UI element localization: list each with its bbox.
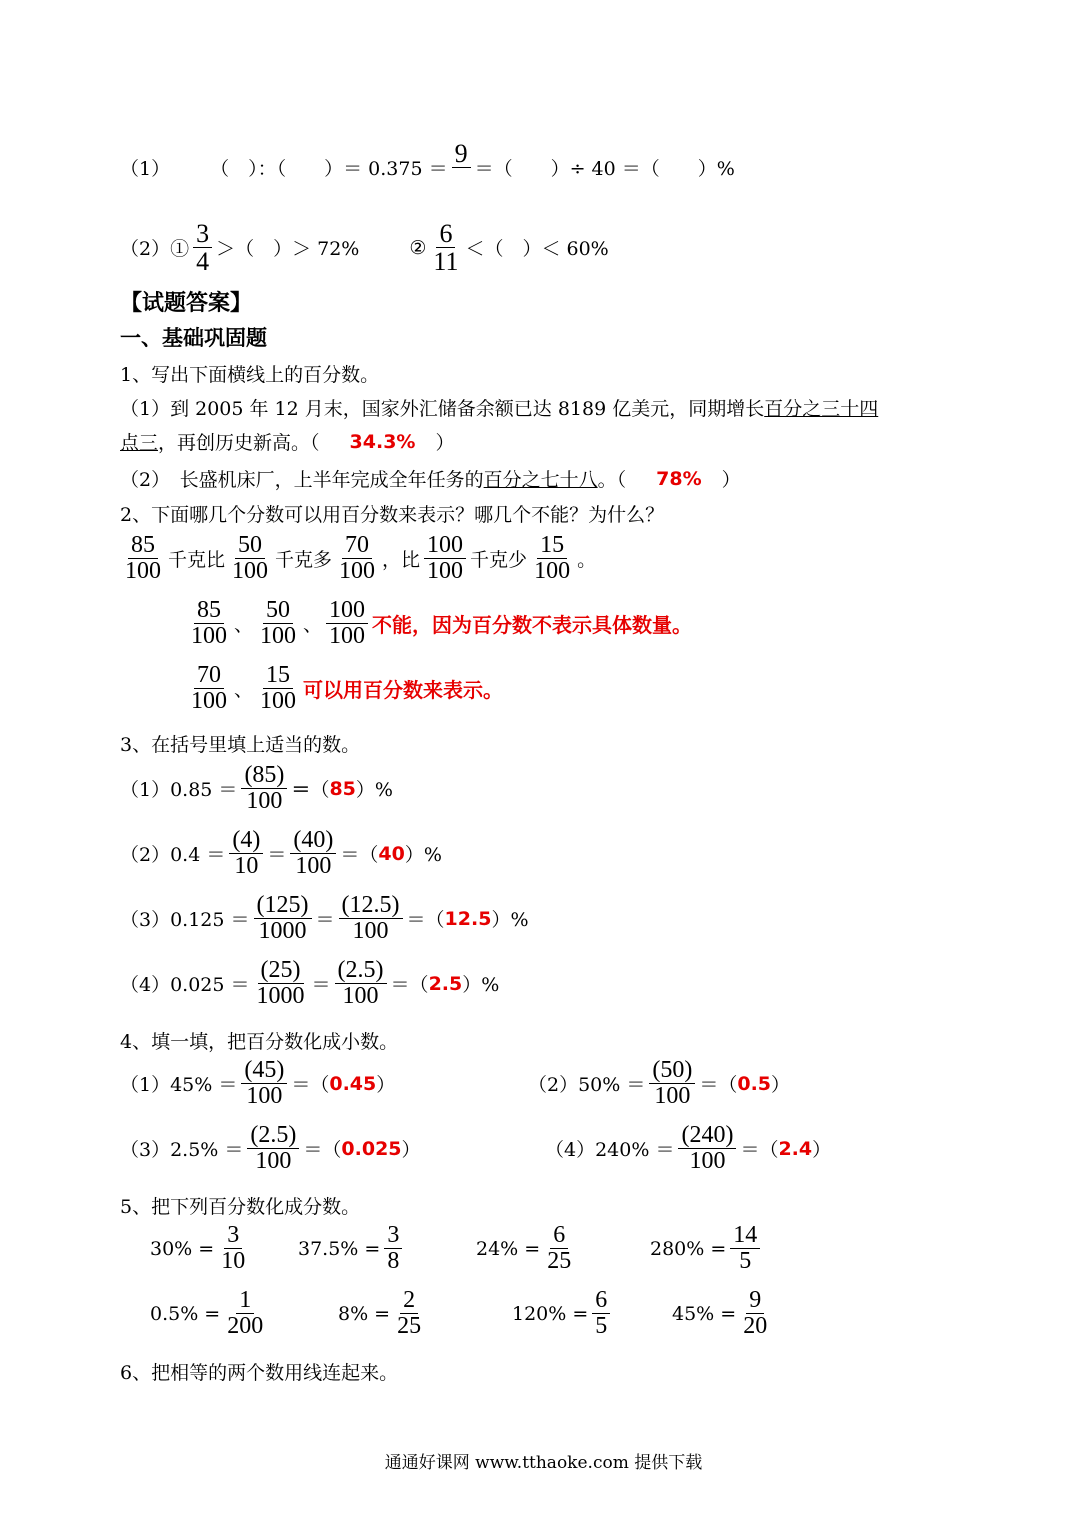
q2-b-den: 11: [433, 247, 459, 277]
p2-cannot-line: [184, 598, 692, 649]
p3-row-1-eq: ＝: [291, 779, 311, 802]
p4-item-3-label: （3）2.5% ＝: [120, 1139, 244, 1162]
p2-text-2: 千克多: [275, 549, 333, 572]
p3-row-1-answer: 85: [329, 777, 356, 800]
p3-row-2-eq-1: ＝: [267, 844, 287, 867]
p5-item-2: [298, 1223, 406, 1274]
q2-b-num: 6: [436, 220, 455, 248]
p4-item-1-label: （1）45% ＝: [120, 1074, 238, 1097]
p5-item-1-label: 30% =: [150, 1237, 215, 1260]
p4-item-2: [528, 1058, 790, 1109]
p2-frac-70: 70 100: [339, 532, 376, 585]
p4-item-4: [545, 1123, 831, 1174]
p4-item-4-close: ）: [812, 1139, 832, 1162]
p3-row-3-answer: 12.5: [444, 907, 492, 930]
p4-item-2-close: ）: [771, 1074, 791, 1097]
p1-s1-text: （1）到 2005 年 12 月末，国家外汇储备余额已达 8189 亿美元，同期增长: [120, 398, 765, 420]
p3-row-4-answer: 2.5: [428, 972, 463, 995]
intro-question-2: [120, 220, 609, 276]
p5-item-5-frac: $\frac{1}{200}$: [227, 1287, 264, 1340]
p3-row-3: [120, 893, 529, 944]
q2-label: （2）①: [120, 238, 190, 261]
q2-fraction-a: [193, 220, 212, 276]
p4-item-4-label: （4）240% ＝: [545, 1139, 675, 1162]
p5-item-7: [512, 1288, 614, 1339]
q2-b-lead: ②: [409, 236, 427, 259]
p5-item-8-frac: $\frac{9}{20}$: [743, 1287, 768, 1340]
q2-fraction-b: [430, 220, 461, 276]
p4-item-4-answer: 2.4: [778, 1137, 813, 1160]
p2-frac-85: 85 100: [125, 532, 161, 585]
p3-row-2-frac-1: (4) 10: [229, 828, 263, 879]
p3-row-1-frac: (85) 100: [241, 763, 287, 814]
p2-cannot-frac-3: 100 100: [326, 598, 368, 649]
p5-item-3-frac: $\frac{6}{25}$: [547, 1222, 572, 1275]
p5-item-5: [150, 1288, 270, 1339]
intro-question-1: [120, 140, 735, 196]
p3-row-4-frac-1: (25) 1000: [256, 957, 305, 1010]
p3-row-2-answer: 40: [378, 842, 405, 865]
p1-s1-underline1: 百分之三十四: [764, 398, 879, 420]
p2-frac-100: 100 100: [424, 533, 466, 584]
p3-row-4-label: （4）0.025 ＝: [120, 974, 250, 997]
p2-can-frac-1: 70 100: [191, 662, 227, 715]
p3-row-3-open: （: [425, 909, 445, 932]
p4-item-2-eq: ＝（: [699, 1074, 738, 1097]
p1-s2-underline: 百分之七十八: [483, 469, 598, 491]
q2-a-den: 4: [196, 247, 210, 277]
p2-sep-1: 、: [234, 614, 254, 637]
p2-title: 2、下面哪几个分数可以用百分数来表示？哪几个不能？为什么？: [120, 504, 665, 526]
p1-s1-answer: 34.3%: [349, 430, 416, 453]
p5-item-2-frac: $\frac{3}{8}$: [384, 1223, 402, 1274]
p5-item-3-label: 24% =: [476, 1237, 541, 1260]
p1-s2-line: [120, 465, 741, 492]
p3-row-3-label: （3）0.125 ＝: [120, 909, 250, 932]
p3-row-1-close: ）%: [355, 779, 393, 802]
p5-item-6-label: 8% =: [338, 1302, 391, 1325]
p1-s2-text: （2） 长盛机床厂，上半年完成全年任务的: [120, 469, 484, 491]
p3-row-3-eq-2: ＝: [406, 909, 426, 932]
q1-frac-num: 9: [452, 140, 471, 168]
p3-row-4-close: ）%: [462, 974, 500, 997]
p3-row-2-frac-2: (40) 100: [290, 828, 336, 879]
p1-s1-line2: [120, 428, 454, 455]
p2-frac-50: 50 100: [232, 532, 269, 585]
p1-title: 1、写出下面横线上的百分数。: [120, 364, 380, 386]
answers-title: 【试题答案】: [120, 291, 253, 316]
p3-row-2-label: （2）0.4 ＝: [120, 844, 226, 867]
p3-row-4-eq-1: ＝: [311, 974, 331, 997]
p5-item-1: [150, 1223, 252, 1274]
p5-item-3: [476, 1223, 578, 1274]
p1-s1-close: ）: [435, 432, 455, 454]
p2-can-frac-2: 15 100: [260, 662, 297, 715]
p3-row-1: [120, 763, 393, 814]
p3-row-2-eq-2: ＝: [340, 844, 360, 867]
q1-label: （1）: [120, 158, 171, 181]
p3-row-2-close: ）%: [404, 844, 442, 867]
p1-s2-text2: 。（: [597, 469, 627, 491]
p2-sep-2: 、: [303, 614, 323, 637]
p4-item-3-frac: (2.5) 100: [247, 1123, 299, 1174]
p3-row-4-open: （: [409, 974, 429, 997]
p4-item-1: [120, 1058, 395, 1109]
p1-s1-text2: ，再创历史新高。（: [158, 432, 320, 454]
p1-s1-underline2: 点三: [120, 432, 159, 454]
p1-s1-line1: [120, 394, 878, 421]
p3-row-2: [120, 828, 442, 879]
p5-item-4-label: 280% =: [650, 1237, 727, 1260]
p5-item-4-frac: $\frac{14}{5}$: [730, 1223, 760, 1274]
p1-s2-answer: 78%: [656, 467, 702, 490]
p4-item-3-close: ）: [401, 1139, 421, 1162]
q1-part-b: ＝（ ）÷ 40 ＝（ ）%: [474, 158, 735, 181]
p4-item-1-answer: 0.45: [329, 1072, 377, 1095]
p4-item-4-frac: (240) 100: [678, 1123, 736, 1174]
q1-part-a: （ ）：（ ）＝ 0.375 ＝: [210, 158, 448, 181]
p3-row-3-frac-1: (125) 1000: [254, 893, 312, 944]
p5-item-6-frac: $\frac{2}{25}$: [397, 1287, 422, 1340]
p4-item-1-close: ）: [376, 1074, 396, 1097]
section-1-title: 一、基础巩固题: [120, 326, 267, 350]
footer-credit: 通通好课网 www.tthaoke.com 提供下载: [384, 1453, 703, 1473]
p4-item-2-frac: (50) 100: [649, 1058, 695, 1109]
p2-text-4: 千克少: [470, 549, 528, 572]
p2-cannot-frac-1: 85 100: [191, 597, 227, 650]
p2-sep-3: 、: [234, 679, 254, 702]
p3-row-1-open: （: [310, 779, 330, 802]
p4-item-1-eq: ＝（: [291, 1074, 330, 1097]
p5-item-2-label: 37.5% =: [298, 1237, 381, 1260]
p3-row-1-label: （1）0.85 ＝: [120, 779, 238, 802]
p2-can-answer: 可以用百分数来表示。: [303, 678, 504, 703]
p4-item-1-frac: (45) 100: [241, 1058, 287, 1109]
q2-a-num: 3: [193, 220, 212, 248]
p2-fraction-line: [118, 533, 596, 584]
q2-b-tail: ＜（ ）＜ 60%: [465, 238, 609, 261]
p2-text-3: ，比: [382, 549, 421, 572]
p2-can-line: [184, 663, 503, 714]
p1-s2-close: ）: [721, 469, 741, 491]
p3-row-2-open: （: [359, 844, 379, 867]
p2-cannot-frac-2: 50 100: [260, 597, 297, 650]
p3-title: 3、在括号里填上适当的数。: [120, 734, 361, 756]
p5-item-1-frac: $\frac{3}{10}$: [221, 1222, 246, 1275]
p4-title: 4、填一填，把百分数化成小数。: [120, 1031, 399, 1053]
p2-text-5: 。: [577, 549, 597, 572]
p5-item-7-frac: $\frac{6}{5}$: [592, 1288, 610, 1339]
p5-title: 5、把下列百分数化成分数。: [120, 1196, 361, 1218]
p4-item-2-label: （2）50% ＝: [528, 1074, 646, 1097]
p2-cannot-answer: 不能，因为百分数不表示具体数量。: [372, 613, 693, 638]
p4-item-3-eq: ＝（: [303, 1139, 342, 1162]
p6-title: 6、把相等的两个数用线连起来。: [120, 1362, 399, 1384]
p3-row-4-frac-2: (2.5) 100: [335, 958, 387, 1009]
p5-item-7-label: 120% =: [512, 1302, 589, 1325]
q2-a-tail: ＞（ ）＞ 72%: [216, 238, 360, 261]
p3-row-4: [120, 958, 499, 1009]
q1-frac-den: [455, 168, 468, 195]
p2-frac-15: 15 100: [534, 532, 571, 585]
p5-item-5-label: 0.5% =: [150, 1302, 221, 1325]
p3-row-3-frac-2: (12.5) 100: [339, 893, 403, 944]
p5-item-8: [672, 1288, 774, 1339]
p5-item-8-label: 45% =: [672, 1302, 737, 1325]
p4-item-4-eq: ＝（: [740, 1139, 779, 1162]
p5-item-4: [650, 1223, 764, 1274]
p3-row-3-eq-1: ＝: [315, 909, 335, 932]
p4-item-3: [120, 1123, 421, 1174]
p2-text-1: 千克比: [168, 549, 226, 572]
p4-item-3-answer: 0.025: [341, 1137, 402, 1160]
p3-row-4-eq-2: ＝: [390, 974, 410, 997]
p5-item-6: [338, 1288, 428, 1339]
q1-fraction: [452, 140, 471, 196]
p4-item-2-answer: 0.5: [737, 1072, 772, 1095]
p3-row-3-close: ）%: [491, 909, 529, 932]
